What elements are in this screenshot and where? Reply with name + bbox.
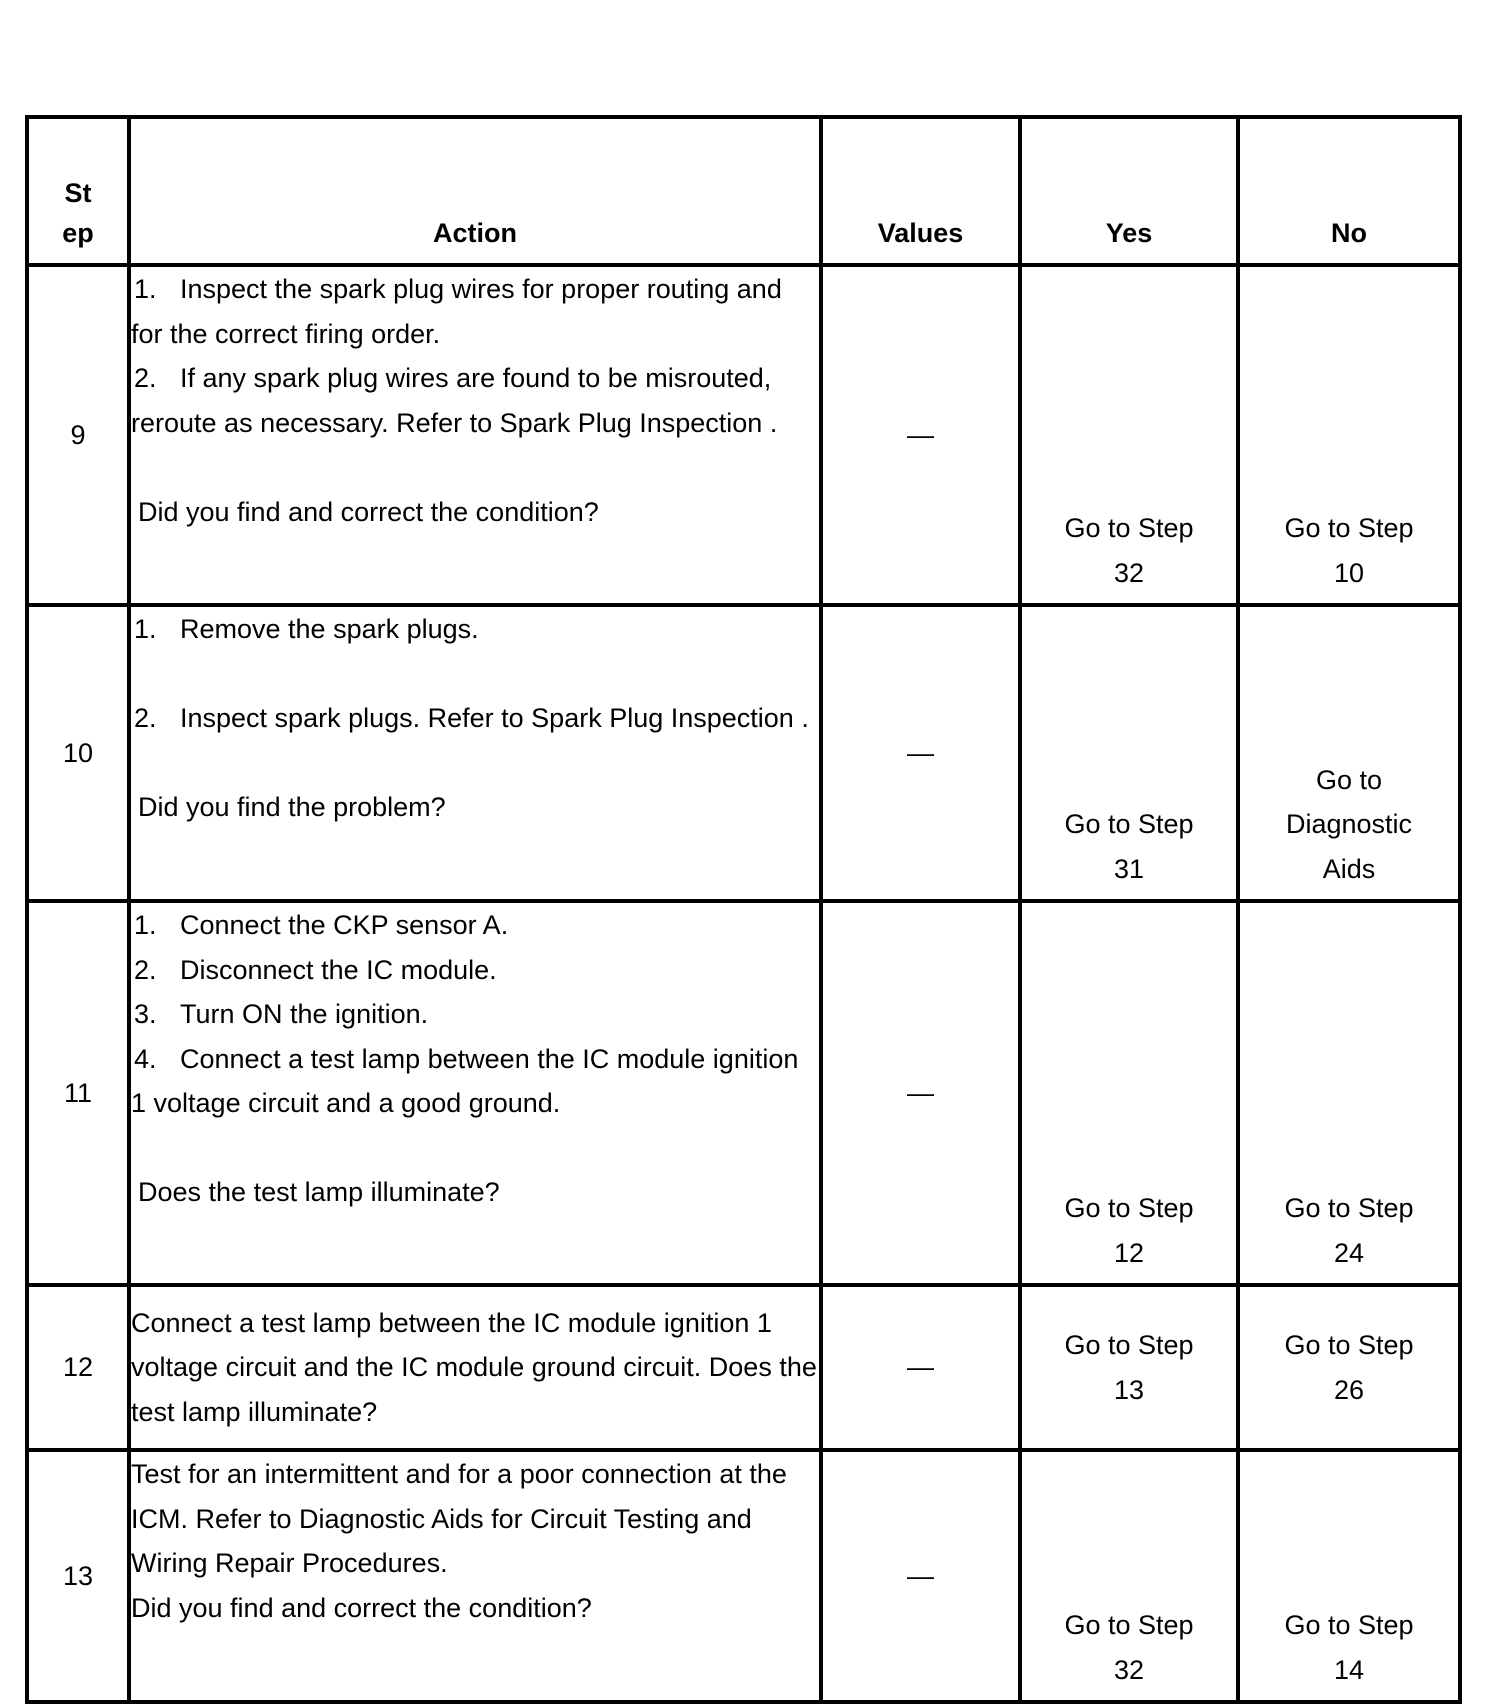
header-step: St ep — [27, 117, 129, 265]
step-number: 9 — [27, 265, 129, 605]
action-question: Does the test lamp illuminate? — [138, 1177, 500, 1207]
action-item: 2. If any spark plug wires are found to be misrouted, reroute as necessary. Refer to Spark Plug Inspection . — [131, 363, 779, 438]
no-cell: Go to Step 14 — [1238, 1450, 1460, 1702]
action-item: 3. Turn ON the ignition. — [134, 999, 429, 1029]
no-cell: Go to Step 26 — [1238, 1285, 1460, 1450]
values-cell: — — [821, 265, 1020, 605]
action-question: Did you find and correct the condition? — [138, 496, 599, 527]
step-number: 11 — [27, 901, 129, 1285]
step-number: 13 — [27, 1450, 129, 1702]
header-yes: Yes — [1020, 117, 1238, 265]
header-values: Values — [821, 117, 1020, 265]
values-cell: — — [821, 901, 1020, 1285]
yes-cell: Go to Step 31 — [1020, 605, 1238, 901]
no-cell: Go to Step 10 — [1238, 265, 1460, 605]
yes-cell: Go to Step 32 — [1020, 265, 1238, 605]
step-number: 10 — [27, 605, 129, 901]
action-text: Connect a test lamp between the IC module ignition 1 voltage circuit and the IC module ground circuit. Does the test lamp illuminate? — [131, 1307, 825, 1427]
action-question: Did you find the problem? — [138, 792, 446, 822]
values-cell: — — [821, 1285, 1020, 1450]
table-row — [27, 1285, 1460, 1450]
action-item: 2. Disconnect the IC module. — [134, 954, 497, 985]
yes-cell: Go to Step 32 — [1020, 1450, 1238, 1702]
table-header-row — [27, 117, 1460, 265]
table-row — [27, 1450, 1460, 1702]
action-item: 2. Inspect spark plugs. Refer to Spark Plug Inspection . — [134, 703, 809, 733]
table-row — [27, 605, 1460, 901]
action-item: 1. Remove the spark plugs. — [134, 614, 479, 644]
no-cell: Go to Step 24 — [1238, 901, 1460, 1285]
action-question: Did you find and correct the condition? — [131, 1592, 592, 1623]
action-cell — [129, 265, 821, 605]
step-number: 12 — [27, 1285, 129, 1450]
diagnostic-table — [25, 115, 1462, 1704]
table-row — [27, 265, 1460, 605]
header-action: Action — [129, 117, 821, 265]
values-cell: — — [821, 1450, 1020, 1702]
table-row — [27, 901, 1460, 1285]
action-cell — [129, 901, 821, 1285]
action-cell — [129, 1285, 825, 1450]
action-text: Test for an intermittent and for a poor connection at the ICM. Refer to Diagnostic Aids for Circuit Testing and Wiring Repair Procedures. — [131, 1459, 795, 1578]
header-no: No — [1238, 117, 1460, 265]
action-cell — [129, 605, 821, 901]
action-item: 4. Connect a test lamp between the IC module ignition 1 voltage circuit and a good ground. — [131, 1043, 806, 1118]
yes-cell: Go to Step 13 — [1020, 1285, 1238, 1450]
action-item: 1. Inspect the spark plug wires for proper routing and for the correct firing order. — [131, 274, 790, 349]
no-cell: Go to Diagnostic Aids — [1238, 605, 1460, 901]
action-item: 1. Connect the CKP sensor A. — [134, 910, 509, 940]
values-cell: — — [821, 605, 1020, 901]
action-cell — [129, 1450, 821, 1702]
yes-cell: Go to Step 12 — [1020, 901, 1238, 1285]
